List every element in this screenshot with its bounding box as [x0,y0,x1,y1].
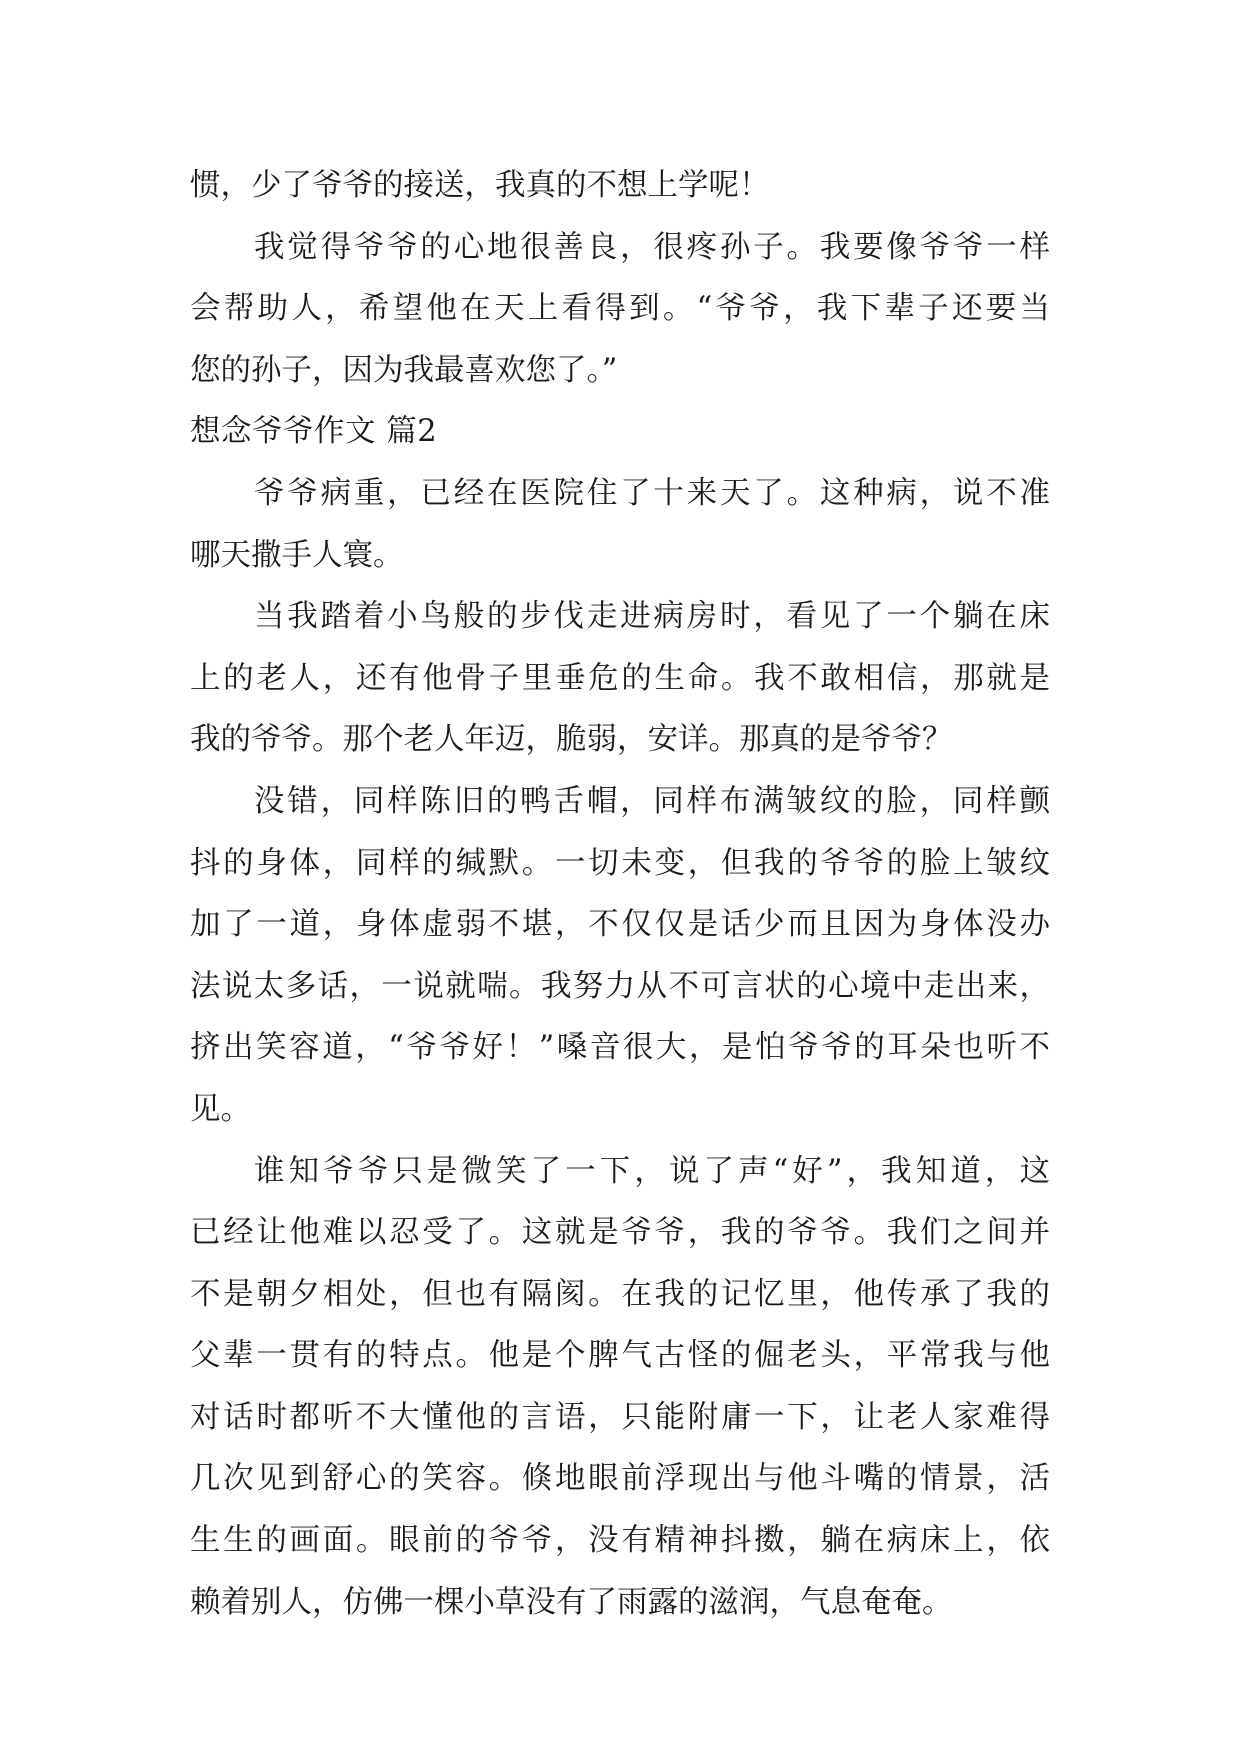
text-line: 赖着别人，仿佛一棵小草没有了雨露的滋润，气息奄奄。 [190,1584,953,1620]
text-line: 惯，少了爷爷的接送，我真的不想上学呢！ [190,168,770,203]
text-line: 挤出笑容道，“爷爷好！”嗓音很大，是怕爷爷的耳朵也听不 [190,1030,1050,1066]
paragraph-first-line: 没错，同样陈旧的鸭舌帽，同样布满皱纹的脸，同样颤 [254,783,1050,819]
text-line: 几次见到舒心的笑容。倏地眼前浮现出与他斗嘴的情景，活 [190,1461,1050,1497]
text-line: 加了一道，身体虚弱不堪，不仅仅是话少而且因为身体没办 [190,907,1050,943]
text-line: 抖的身体，同样的缄默。一切未变，但我的爷爷的脸上皱纹 [190,845,1050,881]
paragraph-first-line: 我觉得爷爷的心地很善良，很疼孙子。我要像爷爷一样 [254,229,1050,265]
text-line: 见。 [190,1091,251,1127]
text-line: 不是朝夕相处，但也有隔阂。在我的记忆里，他传承了我的 [190,1276,1050,1312]
text-line: 已经让他难以忍受了。这就是爷爷，我的爷爷。我们之间并 [190,1215,1050,1251]
text-line: 父辈一贯有的特点。他是个脾气古怪的倔老头，平常我与他 [190,1338,1050,1374]
paragraph-first-line: 当我踏着小鸟般的步伐走进病房时，看见了一个躺在床 [254,599,1050,635]
text-line: 法说太多话，一说就喘。我努力从不可言状的心境中走出来， [190,968,1050,1004]
text-line: 您的孙子，因为我最喜欢您了。” [190,352,618,388]
document-body [190,155,1050,1633]
text-line: 会帮助人，希望他在天上看得到。“爷爷，我下辈子还要当 [190,291,1050,327]
paragraph-first-line: 谁知爷爷只是微笑了一下，说了声“好”，我知道，这 [254,1153,1050,1189]
text-line: 生生的画面。眼前的爷爷，没有精神抖擞，躺在病床上，依 [190,1523,1050,1559]
paragraph-first-line: 爷爷病重，已经在医院住了十来天了。这种病，说不准 [254,475,1050,511]
text-line: 我的爷爷。那个老人年迈，脆弱，安详。那真的是爷爷？ [190,722,953,758]
text-line: 对话时都听不大懂他的言语，只能附庸一下，让老人家难得 [190,1399,1050,1435]
text-line: 哪天撒手人寰。 [190,537,404,573]
text-line: 上的老人，还有他骨子里垂危的生命。我不敢相信，那就是 [190,660,1050,696]
section-heading: 想念爷爷作文 篇2 [190,414,438,450]
